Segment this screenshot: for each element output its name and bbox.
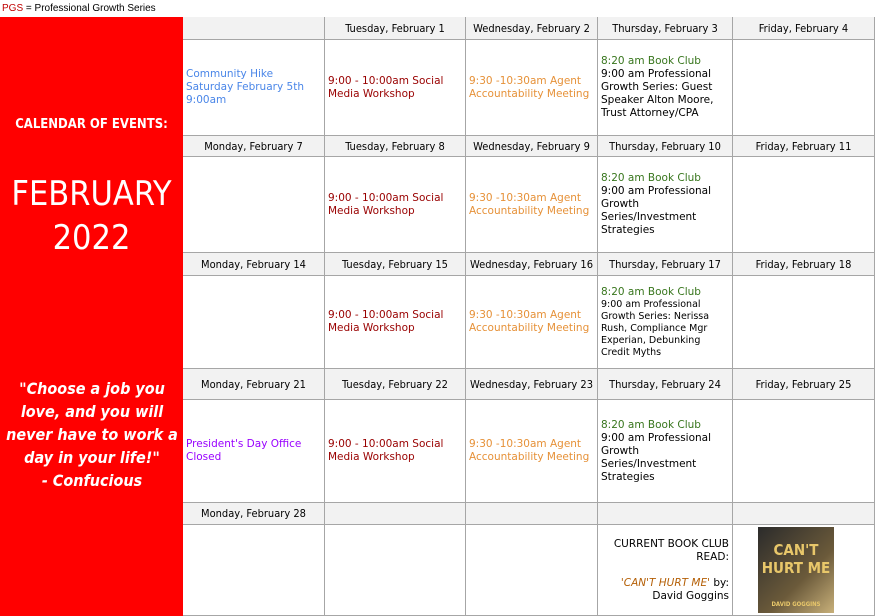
event-professional-growth: 9:00 am Professional Growth Series/Investment Strategies [601, 185, 712, 236]
day-header-week5-thu [598, 503, 733, 525]
event-accountability-meeting: 9:30 -10:30am Agent Accountability Meeting [469, 191, 590, 217]
event-social-media-workshop: 9:00 - 10:00am Social Media Workshop [328, 191, 444, 217]
day-header-week2-fri: Friday, February 11 [733, 136, 875, 157]
book-author: David Goggins [652, 589, 729, 602]
event-monday: President's Day Office Closed [186, 438, 302, 463]
event-social-media-workshop: 9:00 - 10:00am Social Media Workshop [328, 309, 444, 334]
book-title: 'CAN'T HURT ME' [620, 576, 710, 589]
calendar-header: CALENDAR OF EVENTS: [15, 117, 168, 132]
event-list [601, 286, 729, 359]
event-list [328, 438, 462, 464]
day-header-week4-tue: Tuesday, February 22 [325, 369, 466, 400]
day-cell-week5-mon [183, 525, 325, 616]
quote-author: - Confucious [41, 471, 143, 490]
day-header-week3-mon: Monday, February 14 [183, 253, 325, 276]
day-header-week1-thu: Thursday, February 3 [598, 17, 733, 40]
day-cell-week2-wed [466, 157, 598, 253]
event-list [601, 419, 729, 484]
day-header-week2-thu: Thursday, February 10 [598, 136, 733, 157]
day-cell-week5-thu [598, 525, 733, 616]
book-label-2: READ: [696, 550, 729, 563]
day-header-week3-fri: Friday, February 18 [733, 253, 875, 276]
day-header-week5-wed [466, 503, 598, 525]
day-header-week1-fri: Friday, February 4 [733, 17, 875, 40]
legend-text: = Professional Growth Series [23, 3, 156, 14]
event-professional-growth: 9:00 am Professional Growth Series: Guest Speaker Alton Moore, Trust Attorney/CPA [601, 68, 714, 119]
day-cell-week2-thu [598, 157, 733, 253]
book-title-line [614, 577, 729, 590]
day-cell-week4-fri [733, 400, 875, 503]
event-professional-growth: 9:00 am Professional Growth Series/Investment Strategies [601, 431, 712, 483]
day-cell-week1-wed [466, 40, 598, 136]
event-accountability-meeting: 9:30 -10:30am Agent Accountability Meeting [469, 438, 590, 463]
day-cell-week4-wed [466, 400, 598, 503]
day-header-week3-wed: Wednesday, February 16 [466, 253, 598, 276]
day-header-week4-thu: Thursday, February 24 [598, 369, 733, 400]
day-header-week2-wed: Wednesday, February 9 [466, 136, 598, 157]
legend-abbr: PGS [2, 3, 24, 14]
day-cell-week1-tue [325, 40, 466, 136]
day-cell-week4-thu [598, 400, 733, 503]
month-year [0, 172, 183, 260]
event-book-club: 8:20 am Book Club [601, 172, 701, 184]
event-list [186, 438, 321, 464]
cover-title: CAN'T HURT ME [761, 541, 831, 577]
event-list [186, 68, 321, 107]
day-cell-week1-fri [733, 40, 875, 136]
event-list [328, 75, 462, 101]
day-cell-week3-mon [183, 276, 325, 369]
day-header-week4-fri: Friday, February 25 [733, 369, 875, 400]
event-monday: Community Hike Saturday February 5th 9:00am [186, 68, 304, 106]
day-header-week1-mon [183, 17, 325, 40]
legend [2, 3, 156, 14]
day-header-week4-wed: Wednesday, February 23 [466, 369, 598, 400]
book-cover [758, 527, 834, 613]
event-book-club: 8:20 am Book Club [601, 418, 701, 431]
event-book-club: 8:20 am Book Club [601, 285, 701, 298]
event-list [469, 438, 594, 464]
quote-text: "Choose a job you love, and you will never have to work a day in your life!" [6, 379, 178, 467]
day-cell-week2-fri [733, 157, 875, 253]
event-list [601, 55, 729, 120]
sidebar [0, 17, 183, 616]
month-label: FEBRUARY [11, 174, 172, 214]
day-cell-week3-thu [598, 276, 733, 369]
event-list [469, 192, 594, 218]
day-header-week5-fri [733, 503, 875, 525]
event-social-media-workshop: 9:00 - 10:00am Social Media Workshop [328, 74, 444, 100]
day-cell-week4-tue [325, 400, 466, 503]
day-cell-week2-mon [183, 157, 325, 253]
day-header-week1-wed: Wednesday, February 2 [466, 17, 598, 40]
event-professional-growth: 9:00 am Professional Growth Series: Nerissa Rush, Compliance Mgr Experian, Debunking Credit Myths [601, 298, 710, 358]
book-by: by: [710, 576, 729, 589]
event-list [328, 192, 462, 218]
day-header-week2-mon: Monday, February 7 [183, 136, 325, 157]
day-cell-week5-wed [466, 525, 598, 616]
day-cell-week5-tue [325, 525, 466, 616]
book-label: CURRENT BOOK CLUB [613, 537, 729, 550]
day-cell-week1-thu [598, 40, 733, 136]
event-accountability-meeting: 9:30 -10:30am Agent Accountability Meeting [469, 74, 590, 100]
quote [6, 377, 178, 492]
day-cell-week3-tue [325, 276, 466, 369]
cover-author: DAVID GOGGINS [771, 601, 821, 608]
day-header-week5-mon: Monday, February 28 [183, 503, 325, 525]
day-cell-week4-mon [183, 400, 325, 503]
day-cell-week1-mon [183, 40, 325, 136]
day-header-week2-tue: Tuesday, February 8 [325, 136, 466, 157]
event-social-media-workshop: 9:00 - 10:00am Social Media Workshop [328, 438, 444, 463]
event-book-club: 8:20 am Book Club [601, 55, 701, 67]
day-header-week3-thu: Thursday, February 17 [598, 253, 733, 276]
day-cell-week3-fri [733, 276, 875, 369]
year-label: 2022 [52, 218, 131, 258]
event-list [328, 309, 462, 335]
event-list [601, 172, 729, 237]
day-header-week1-tue: Tuesday, February 1 [325, 17, 466, 40]
day-header-week5-tue [325, 503, 466, 525]
event-list [469, 309, 594, 335]
day-cell-week2-tue [325, 157, 466, 253]
day-cell-week3-wed [466, 276, 598, 369]
event-accountability-meeting: 9:30 -10:30am Agent Accountability Meeting [469, 309, 590, 334]
day-header-week3-tue: Tuesday, February 15 [325, 253, 466, 276]
current-book-club [614, 538, 729, 603]
day-header-week4-mon: Monday, February 21 [183, 369, 325, 400]
event-list [469, 75, 594, 101]
